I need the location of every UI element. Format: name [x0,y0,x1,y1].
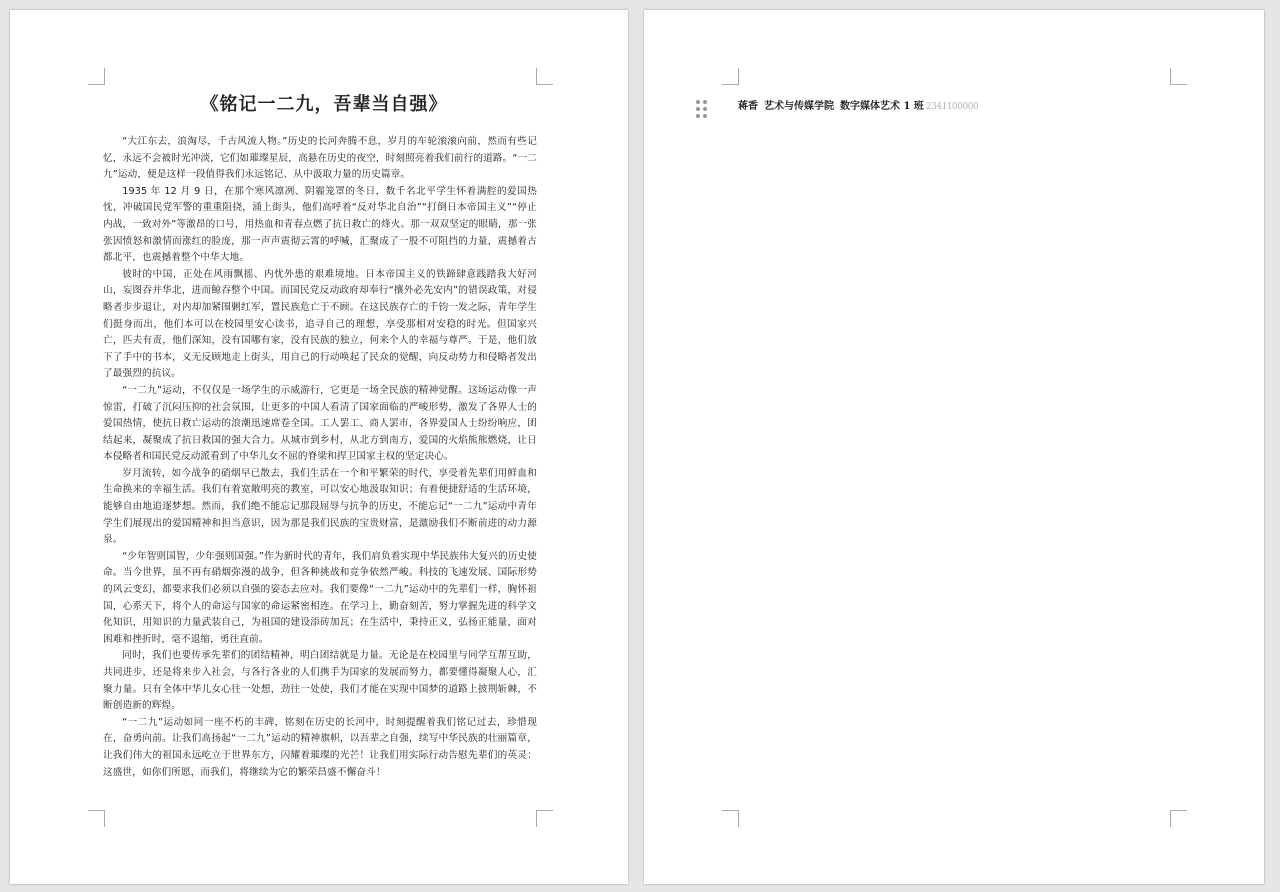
paragraph[interactable]: “一二九”运动如同一座不朽的丰碑，铭刻在历史的长河中，时刻提醒着我们铭记过去，珍惜现在，奋勇向前。让我们高扬起“一二九”运动的精神旗帜，以吾辈之自强，续写中华民族的壮丽篇章，让我们伟大的祖国永远屹立于世界东方，闪耀着璀璨的光芒！让我们用实际行动告慰先辈们的英灵：这盛世，如你们所愿，而我们，将继续为它的繁荣昌盛不懈奋斗！ [103,716,537,778]
author-student-id: 2341100000 [925,102,979,112]
crop-mark-top-left [722,68,739,85]
document-page-2[interactable] [644,10,1264,884]
paragraph[interactable]: 1935 年 12 月 9 日，在那个寒风凛冽、阴霾笼罩的冬日，数千名北平学生怀着满腔的爱国热忱，冲破国民党军警的重重阻挠，涌上街头，他们高呼着“反对华北自治”“打倒日本帝国主义”“停止内战，一致对外”等激昂的口号，用热血和青春点燃了抗日救亡的烽火。那一双双坚定的眼睛，那一张张因愤怒和激情而涨红的脸庞，那一声声震彻云霄的呼喊，汇聚成了一股不可阻挡的力量，震撼着古都北平，也震撼着整个中华大地。 [103,185,537,264]
document-title[interactable]: 《铭记一二九，吾辈当自强》 [200,94,448,115]
paragraph[interactable]: “大江东去，浪淘尽，千古风流人物。”历史的长河奔腾不息，岁月的车轮滚滚向前，然而有些记忆，永远不会被时光冲淡，它们如璀璨星辰，高悬在历史的夜空，时刻照亮着我们前行的道路。“一二九”运动，便是这样一段值得我们永远铭记、从中汲取力量的历史篇章。 [103,136,537,181]
dot [696,107,700,111]
paragraph[interactable]: 岁月流转，如今战争的硝烟早已散去，我们生活在一个和平繁荣的时代，享受着先辈们用鲜血和生命换来的幸福生活。我们有着宽敞明亮的教室，可以安心地汲取知识；有着便捷舒适的生活环境，能够自由地追逐梦想。然而，我们绝不能忘记那段屈辱与抗争的历史，不能忘记“一二九”运动中青年学生们展现出的爱国精神和担当意识，因为那是我们民族的宝贵财富，是激励我们不断前进的动力源泉。 [103,467,537,546]
author-class: 数字媒体艺术 1 班 [840,101,924,112]
crop-mark-top-right [1170,68,1187,85]
paragraph[interactable]: “少年智则国智，少年强则国强。”作为新时代的青年，我们肩负着实现中华民族伟大复兴的历史使命。当今世界，虽不再有硝烟弥漫的战争，但各种挑战和竞争依然严峻。科技的飞速发展、国际形势的风云变幻，都要求我们必须以自强的姿态去应对。我们要像“一二九”运动中的先辈们一样，胸怀祖国，心系天下，将个人的命运与国家的命运紧密相连。在学习上，勤奋刻苦，努力掌握先进的科学文化知识，用知识的力量武装自己，为祖国的建设添砖加瓦；在生活中，秉持正义，弘扬正能量，面对困难和挫折时，毫不退缩，勇往直前。 [103,550,537,645]
document-body[interactable] [103,134,537,781]
crop-mark-bottom-left [88,810,105,827]
author-name: 蒋香 [738,101,758,112]
crop-mark-top-left [88,68,105,85]
paragraph[interactable]: 同时，我们也要传承先辈们的团结精神，明白团结就是力量。无论是在校园里与同学互帮互助，共同进步，还是将来步入社会，与各行各业的人们携手为国家的发展而努力，都要懂得凝聚人心，汇聚力量。只有全体中华儿女心往一处想，劲往一处使，我们才能在实现中国梦的道路上披荆斩棘，不断创造新的辉煌。 [103,650,537,712]
paragraph[interactable]: “一二九”运动，不仅仅是一场学生的示威游行，它更是一场全民族的精神觉醒。这场运动像一声惊雷，打破了沉闷压抑的社会氛围，让更多的中国人看清了国家面临的严峻形势，激发了各界人士的爱国热情，使抗日救亡运动的浪潮迅速席卷全国。工人罢工、商人罢市，各界爱国人士纷纷响应，团结起来，凝聚成了抗日救国的强大合力。从城市到乡村，从北方到南方，爱国的火焰熊熊燃烧，让日本侵略者和国民党反动派看到了中华儿女不屈的脊梁和捍卫国家主权的坚定决心。 [103,384,537,463]
dot [703,114,707,118]
author-info-line[interactable] [738,100,978,114]
author-school: 艺术与传媒学院 [764,101,834,112]
crop-mark-bottom-right [536,810,553,827]
dot [703,107,707,111]
crop-mark-bottom-left [722,810,739,827]
dot [696,114,700,118]
paragraph[interactable]: 彼时的中国，正处在风雨飘摇、内忧外患的艰难境地。日本帝国主义的铁蹄肆意践踏我大好河山，妄图吞并华北，进而鲸吞整个中国。而国民党反动政府却奉行“攘外必先安内”的错误政策，对侵略者步步退让，对内却加紧围剿红军，置民族危亡于不顾。在这民族存亡的千钧一发之际，青年学生们挺身而出，他们本可以在校园里安心读书，追寻自己的理想，享受那相对安稳的时光。但国家兴亡，匹夫有责，他们深知，没有国哪有家，没有民族的独立，何来个人的幸福与尊严。于是，他们放下了手中的书本，义无反顾地走上街头，用自己的行动唤起了民众的觉醒，向反动势力和侵略者发出了最强烈的抗议。 [103,268,537,380]
block-drag-handle-icon[interactable] [696,100,710,120]
crop-mark-bottom-right [1170,810,1187,827]
dot [696,100,700,104]
document-page-1[interactable] [10,10,628,884]
crop-mark-top-right [536,68,553,85]
dot [703,100,707,104]
